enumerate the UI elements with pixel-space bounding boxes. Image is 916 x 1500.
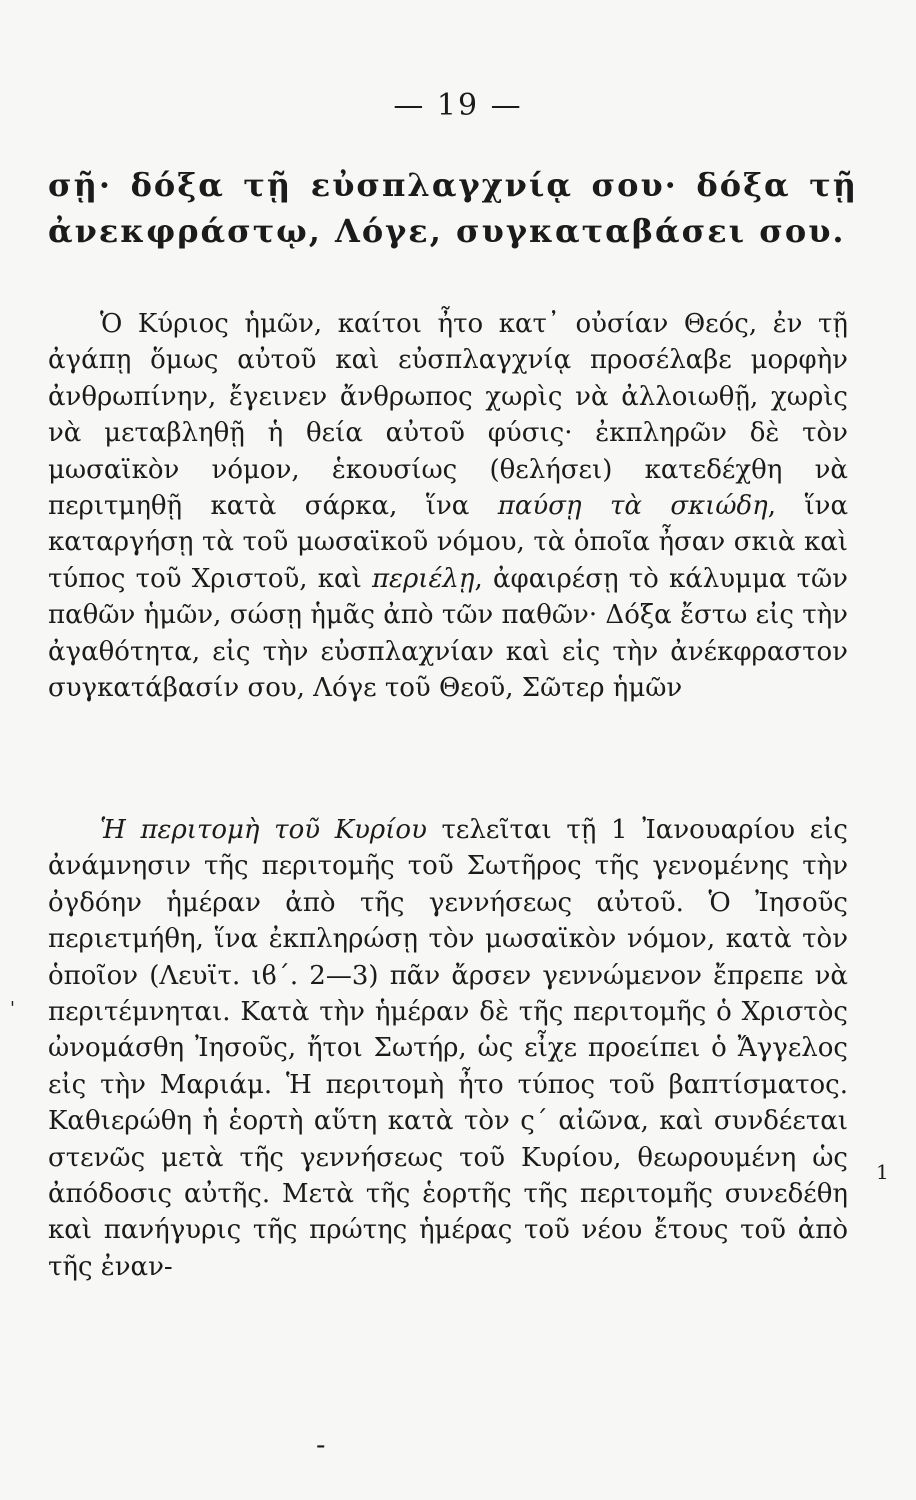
italic-phrase: Ἡ περιτομὴ τοῦ Κυρίου: [100, 815, 427, 845]
italic-phrase: παύσῃ τὰ σκιώδη: [497, 491, 768, 522]
paragraph-text: τελεῖται τῇ 1 Ἰανουαρίου εἰς ἀνάμνησιν τῆς περιτομῆς τοῦ Σωτῆρος τῆς γενομένης τὴν ὀγδόην ἡμέραν ἀπὸ τῆς γεννήσεως αὐτοῦ. Ὁ Ἰησοῦς περιετμήθη, ἵνα ἐκπληρώσῃ τὸν μωσαϊκὸν νόμον, κατὰ τὸν ὁποῖον (Λευϊτ. ιϐ΄. 2—3) πᾶν ἄρσεν γεννώμενον ἔπρεπε νὰ περιτέμνηται. Κατὰ τὴν ἡμέραν δὲ τῆς περιτομῆς ὁ Χριστὸς ὠνομάσθη Ἰησοῦς, ἤτοι Σωτήρ, ὡς εἶχε προείπει ὁ Ἄγγελος εἰς τὴν Μαριάμ. Ἡ περιτομὴ ἦτο τύπος τοῦ βαπτίσματος. Καθιερώθη ἡ ἑορτὴ αὕτη κατὰ τὸν ς΄ αἰῶνα, καὶ συνδέεται στενῶς μετὰ τῆς γεννήσεως τοῦ Κυρίου, θεωρουμένη ὡς ἀπόδοσις αὐτῆς. Μετὰ τῆς ἑορτῆς τῆς περιτομῆς συνεδέθη καὶ πανήγυρις τῆς πρώτης ἡμέρας τοῦ νέου ἔτους τοῦ ἀπὸ τῆς ἐναν-: [48, 815, 848, 1282]
bold-heading-text: σῇ· δόξα τῇ εὐσπλαγχνίᾳ σου· δόξα τῇ ἀνεκφράστῳ, Λόγε, συγκαταβάσει σου.: [48, 166, 858, 250]
margin-mark: -: [316, 1428, 326, 1461]
paragraph-text: , ἵνα καταργήσῃ τὰ τοῦ μωσαϊκοῦ νόμου, τὰ ὁποῖα ἦσαν σκιὰ καὶ τύπος τοῦ Χριστοῦ, καὶ: [48, 491, 849, 594]
paragraph-incarnation: [48, 306, 848, 706]
paragraph-text: , ἀφαιρέσῃ τὸ κάλυμμα τῶν παθῶν ἡμῶν, σώσῃ ἡμᾶς ἀπὸ τῶν παθῶν· Δόξα ἔστω εἰς τὴν ἀγαθότητα, εἰς τὴν εὐσπλαχνίαν καὶ εἰς τὴν ἀνέκφραστον συγκατάβασίν σου, Λόγε τοῦ Θεοῦ, Σῶτερ ἡμῶν: [48, 563, 848, 704]
page-number: — 19 —: [393, 88, 523, 123]
paragraph-text: Ὁ Κύριος ἡμῶν, καίτοι ἦτο κατ᾿ οὐσίαν Θεός, ἐν τῇ ἀγάπῃ ὅμως αὐτοῦ καὶ εὐσπλαγχνίᾳ προσέλαβε μορφὴν ἀνθρωπίνην, ἔγεινεν ἄνθρωπος χωρὶς νὰ ἀλλοιωθῇ, χωρὶς νὰ μεταβληθῇ ἡ θεία αὐτοῦ φύσις· ἐκπληρῶν δὲ τὸν μωσαϊκὸν νόμον, ἑκουσίως (θελήσει) κατεδέχθη νὰ περιτμηθῇ κατὰ σάρκα, ἵνα: [48, 309, 848, 522]
margin-mark: 1: [876, 1160, 889, 1184]
paragraph-circumcision: [48, 812, 848, 1285]
margin-mark: ': [10, 998, 15, 1019]
italic-phrase: περιέλῃ: [371, 563, 475, 594]
